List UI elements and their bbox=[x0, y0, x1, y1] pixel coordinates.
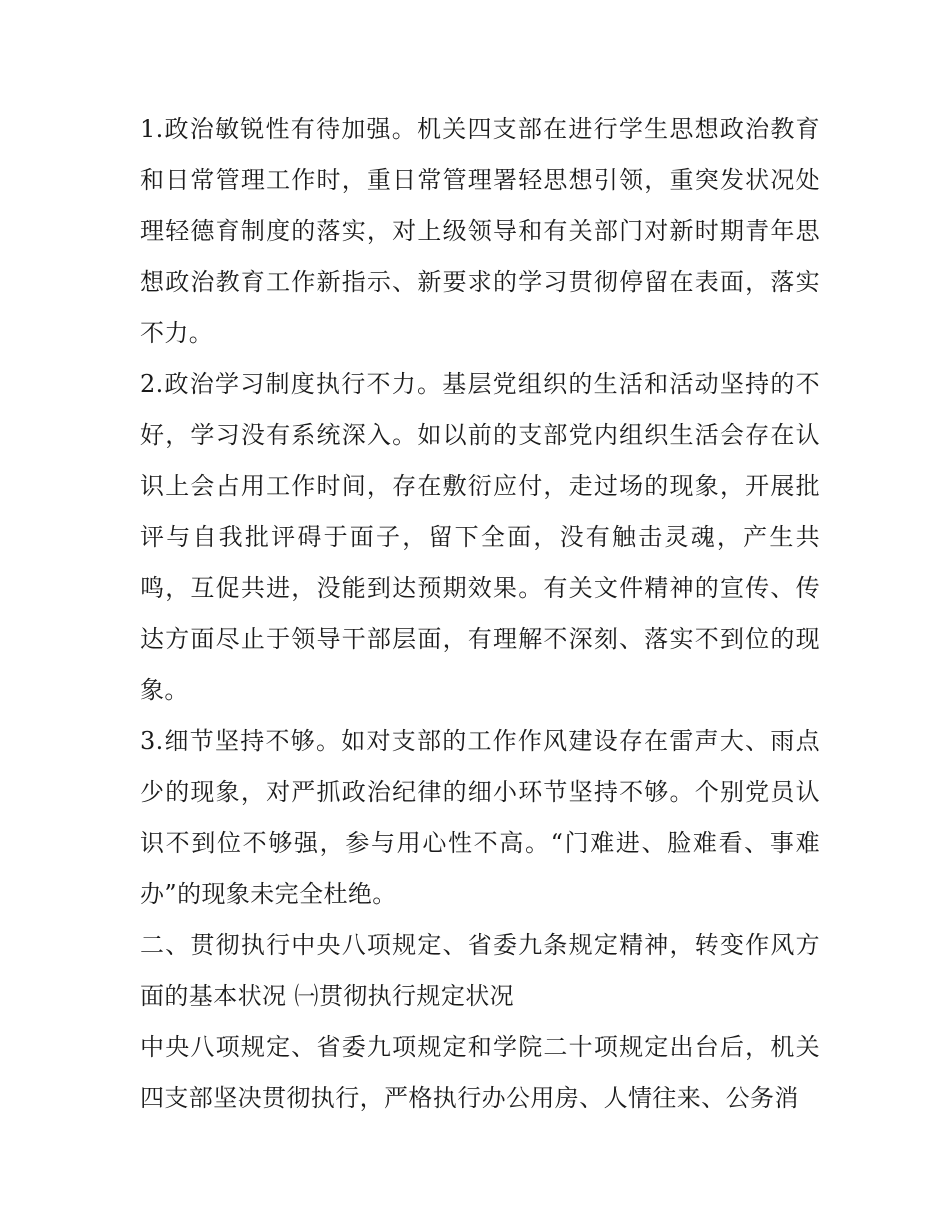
paragraph-implementation: 中央八项规定、省委九项规定和学院二十项规定出台后，机关四支部坚决贯彻执行，严格执行办公用房、人情往来、公务消 bbox=[140, 1033, 820, 1112]
paragraph-political-sensitivity: 1.政治敏锐性有待加强。机关四支部在进行学生思想政治教育和日常管理工作时，重日常管理署轻思想引领，重突发状况处理轻德育制度的落实，对上级领导和有关部门对新时期青年思想政治教育工作新指示、新要求的学习贯彻停留在表面，落实不力。 bbox=[140, 115, 820, 347]
document-body bbox=[140, 104, 820, 1124]
paragraph-details: 3.细节坚持不够。如对支部的工作作风建设存在雷声大、雨点少的现象，对严抓政治纪律的细小环节坚持不够。个别党员认识不到位不够强，参与用心性不高。“门难进、脸难看、事难办”的现象未完全杜绝。 bbox=[140, 727, 820, 908]
section-heading-eight-rules: 二、贯彻执行中央八项规定、省委九条规定精神，转变作风方面的基本状况 ㈠贯彻执行规定状况 bbox=[140, 931, 820, 1010]
paragraph-study-system: 2.政治学习制度执行不力。基层党组织的生活和活动坚持的不好，学习没有系统深入。如以前的支部党内组织生活会存在认识上会占用工作时间，存在敷衍应付，走过场的现象，开展批评与自我批评碍于面子，留下全面，没有触击灵魂，产生共鸣，互促共进，没能到达预期效果。有关文件精神的宣传、传达方面尽止于领导干部层面，有理解不深刻、落实不到位的现象。 bbox=[140, 370, 820, 704]
